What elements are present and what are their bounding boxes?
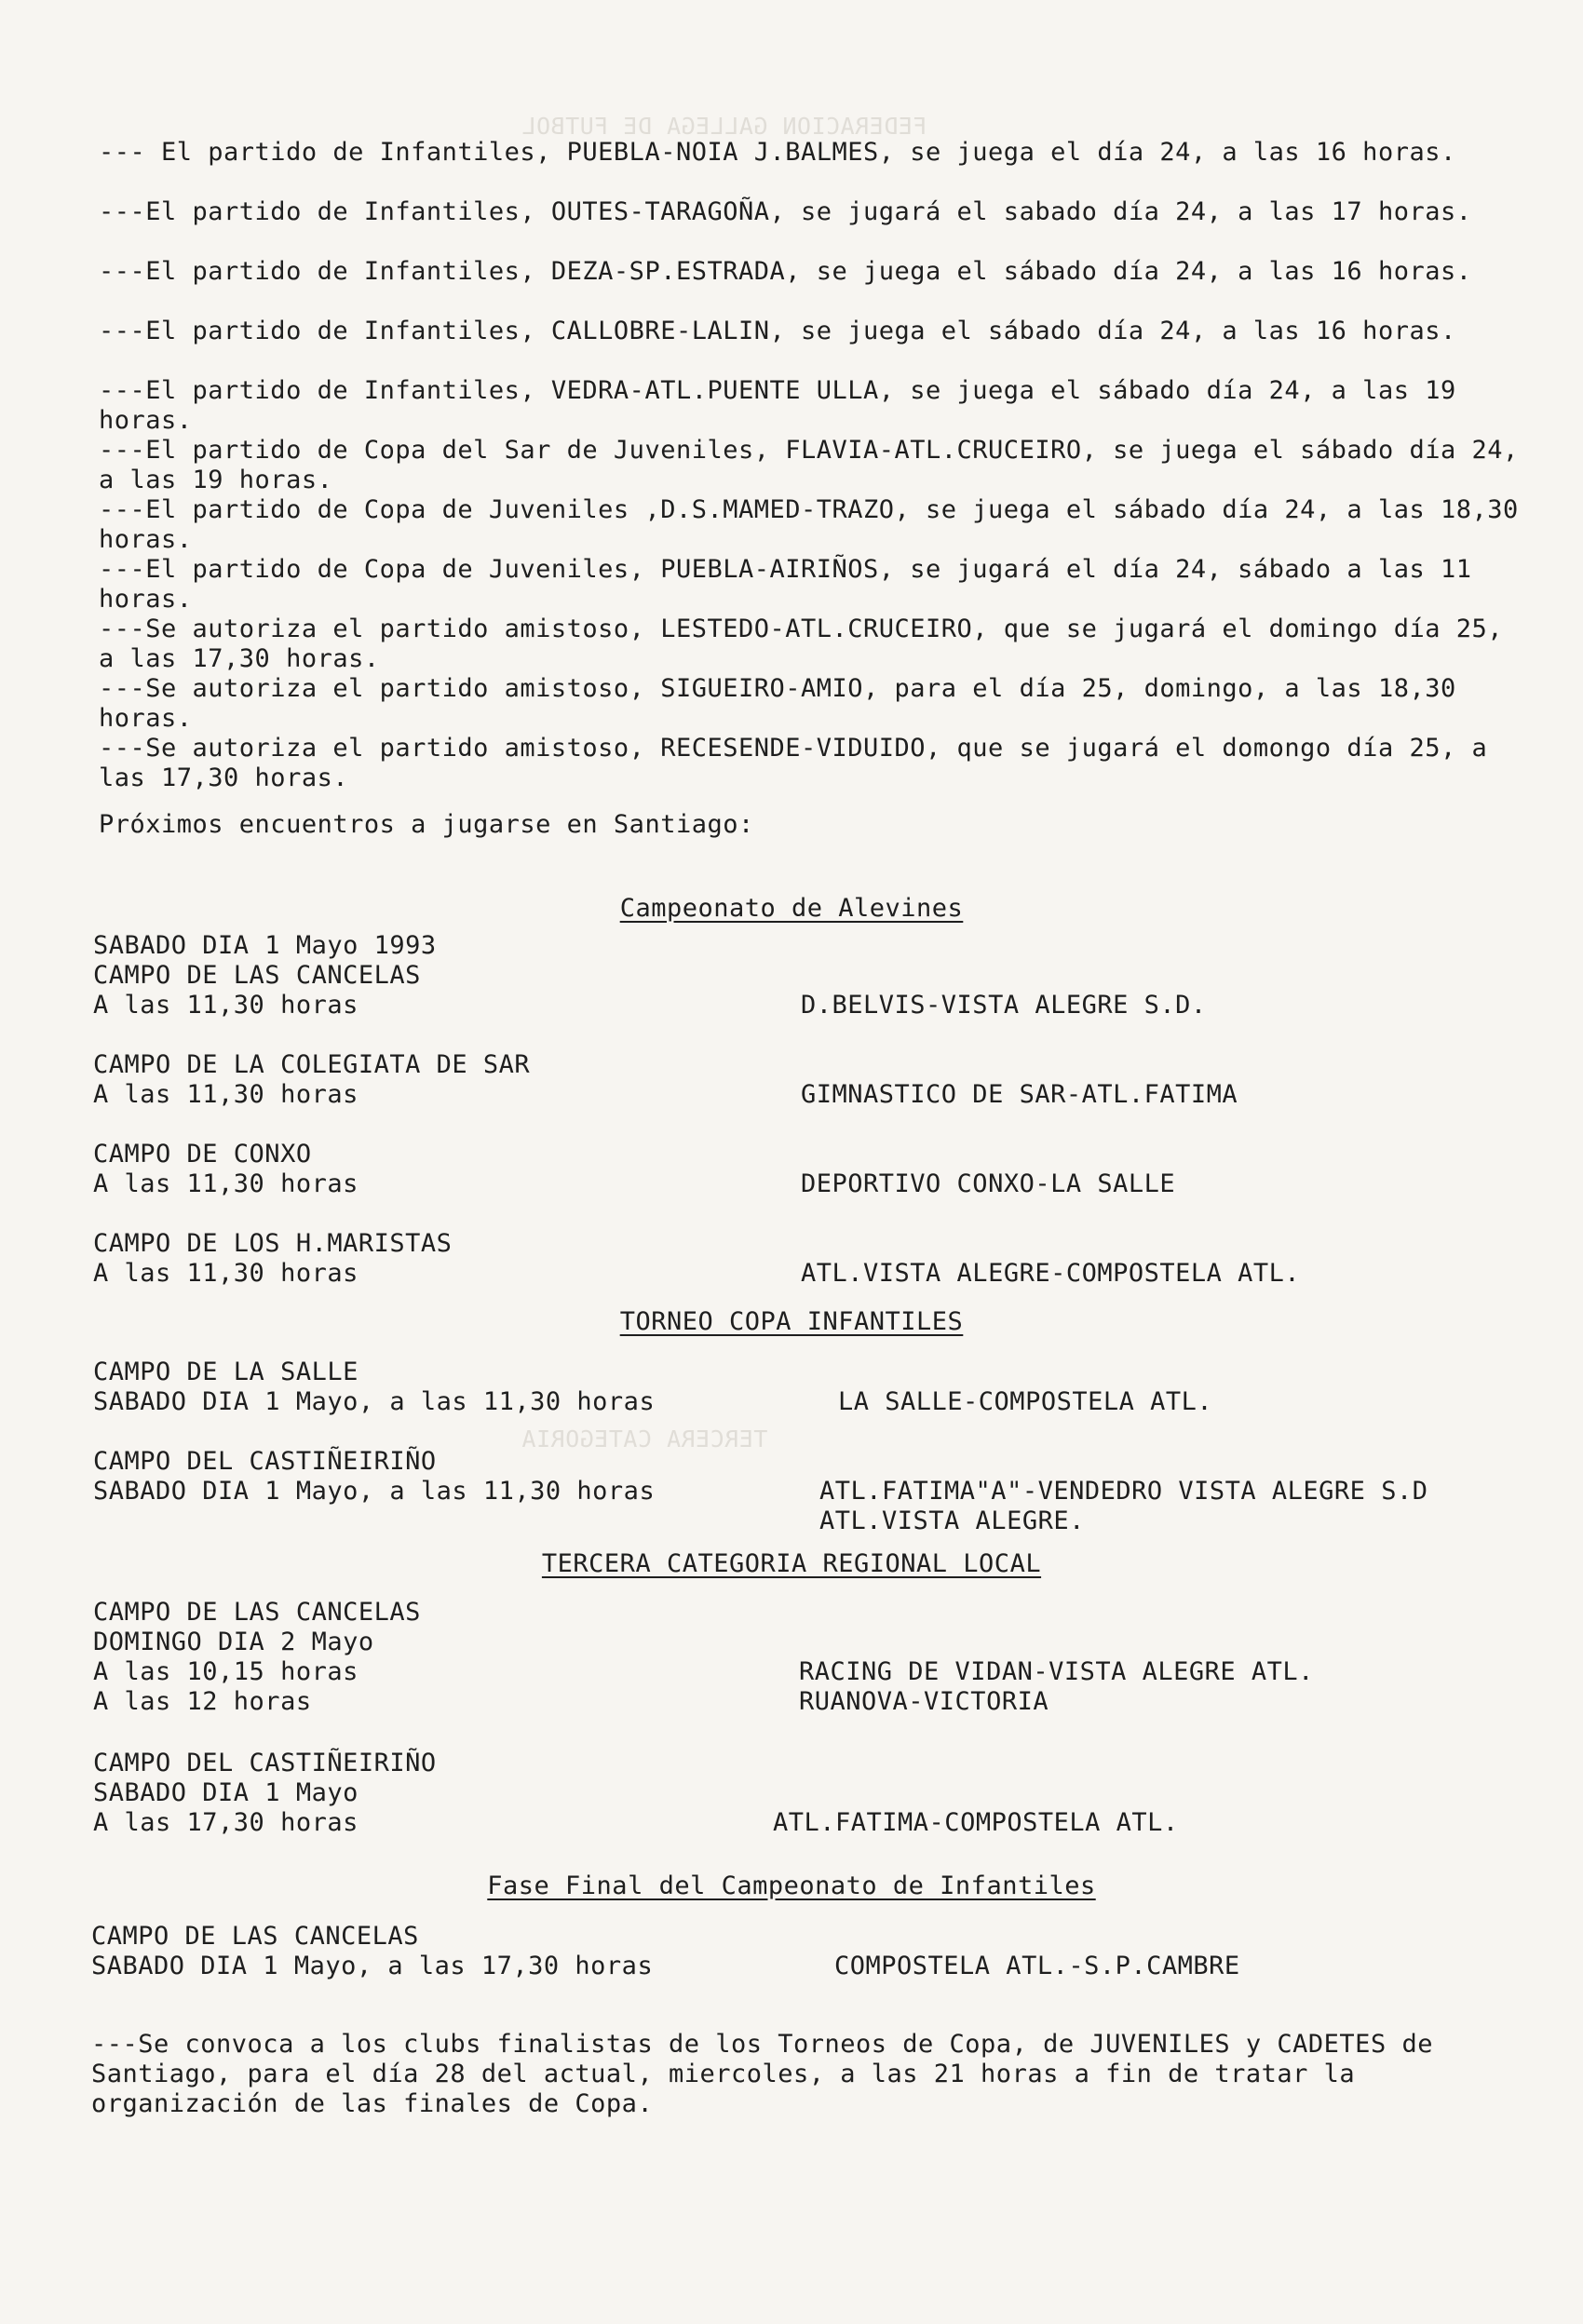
match-teams: RACING DE VIDAN-VISTA ALEGRE ATL. xyxy=(799,1657,1314,1686)
announcement: ---Se autoriza el partido amistoso, SIGUEIRO-AMIO, para el día 25, domingo, a las 18,30 horas. xyxy=(99,674,1472,733)
match-time: A las 11,30 horas xyxy=(93,1259,359,1288)
match-date: SABADO DIA 1 Mayo xyxy=(93,1778,359,1807)
match-time: A las 12 horas xyxy=(93,1687,312,1716)
announcement: ---Se autoriza el partido amistoso, RECESENDE-VIDUIDO, que se jugará el domongo día 25, a las 17,30 horas. xyxy=(99,734,1503,792)
match-teams: GIMNASTICO DE SAR-ATL.FATIMA xyxy=(801,1080,1238,1109)
match-teams: COMPOSTELA ATL.-S.P.CAMBRE xyxy=(834,1952,1240,1980)
field-name: CAMPO DEL CASTIÑEIRIÑO xyxy=(93,1447,437,1476)
show-through-text: FEDERACION GALLEGA DE FUTBOL xyxy=(521,113,927,140)
match-teams: D.BELVIS-VISTA ALEGRE S.D. xyxy=(801,991,1207,1020)
field-name: CAMPO DE LOS H.MARISTAS xyxy=(93,1229,453,1258)
match-time: A las 10,15 horas xyxy=(93,1657,359,1686)
upcoming-intro: Próximos encuentros a jugarse en Santiago: xyxy=(99,810,754,839)
field-name: CAMPO DE LAS CANCELAS xyxy=(93,1598,421,1627)
field-name: CAMPO DEL CASTIÑEIRIÑO xyxy=(93,1749,437,1777)
announcement: ---El partido de Infantiles, CALLOBRE-LALIN, se juega el sábado día 24, a las 16 horas. xyxy=(99,317,1456,345)
match-teams: DEPORTIVO CONXO-LA SALLE xyxy=(801,1169,1176,1198)
match-time: A las 11,30 horas xyxy=(93,1169,359,1198)
field-name: CAMPO DE LA SALLE xyxy=(93,1358,359,1386)
announcement: ---El partido de Infantiles, VEDRA-ATL.PUENTE ULLA, se juega el sábado día 24, a las 19 horas. xyxy=(99,376,1472,435)
announcement: ---Se autoriza el partido amistoso, LESTEDO-ATL.CRUCEIRO, que se jugará el domingo día 25, a las 17,30 horas. xyxy=(99,615,1519,673)
match-time: SABADO DIA 1 Mayo, a las 11,30 horas xyxy=(93,1477,656,1506)
match-time: SABADO DIA 1 Mayo, a las 11,30 horas xyxy=(93,1387,656,1416)
closing-notice: ---Se convoca a los clubs finalistas de los Torneos de Copa, de JUVENILES y CADETES de Santiago, para el día 28 del actual, miercoles, a las 21 horas a fin de tratar la organización de las finales de Copa. xyxy=(91,2030,1449,2118)
announcement: ---El partido de Infantiles, OUTES-TARAGOÑA, se jugará el sabado día 24, a las 17 horas. xyxy=(99,197,1472,226)
match-time: SABADO DIA 1 Mayo, a las 17,30 horas xyxy=(91,1952,654,1980)
match-teams: ATL.FATIMA-COMPOSTELA ATL. xyxy=(773,1808,1179,1837)
section-title-fase-final: Fase Final del Campeonato de Infantiles xyxy=(487,1871,1096,1900)
match-teams: LA SALLE-COMPOSTELA ATL. xyxy=(838,1387,1213,1416)
match-time: A las 11,30 horas xyxy=(93,991,359,1020)
match-teams: ATL.FATIMA"A"-VENDEDRO VISTA ALEGRE S.D xyxy=(819,1477,1428,1506)
show-through-text: TERCERA CATEGORIA xyxy=(521,1425,768,1452)
announcement: ---El partido de Copa de Juveniles ,D.S.MAMED-TRAZO, se juega el sábado día 24, a las 18,30 horas. xyxy=(99,495,1535,554)
announcement: ---El partido de Infantiles, DEZA-SP.ESTRADA, se juega el sábado día 24, a las 16 horas. xyxy=(99,257,1472,286)
match-teams-extra: ATL.VISTA ALEGRE. xyxy=(819,1507,1085,1535)
section-title-alevines: Campeonato de Alevines xyxy=(619,894,964,923)
field-name: CAMPO DE LAS CANCELAS xyxy=(93,961,421,990)
announcement: --- El partido de Infantiles, PUEBLA-NOIA J.BALMES, se juega el día 24, a las 16 horas. xyxy=(99,138,1456,167)
alevines-date: SABADO DIA 1 Mayo 1993 xyxy=(93,931,437,960)
match-teams: RUANOVA-VICTORIA xyxy=(799,1687,1049,1716)
match-time: A las 11,30 horas xyxy=(93,1080,359,1109)
field-name: CAMPO DE LAS CANCELAS xyxy=(91,1922,419,1951)
field-name: CAMPO DE LA COLEGIATA DE SAR xyxy=(93,1050,531,1079)
field-name: CAMPO DE CONXO xyxy=(93,1140,312,1169)
section-title-copa-infantiles: TORNEO COPA INFANTILES xyxy=(619,1307,964,1336)
match-teams: ATL.VISTA ALEGRE-COMPOSTELA ATL. xyxy=(801,1259,1301,1288)
announcement: ---El partido de Copa de Juveniles, PUEBLA-AIRIÑOS, se jugará el día 24, sábado a las 11 horas. xyxy=(99,555,1488,614)
match-time: A las 17,30 horas xyxy=(93,1808,359,1837)
match-date: DOMINGO DIA 2 Mayo xyxy=(93,1628,374,1656)
announcement: ---El partido de Copa del Sar de Juveniles, FLAVIA-ATL.CRUCEIRO, se juega el sábado día 24, a las 19 horas. xyxy=(99,436,1535,494)
section-title-tercera: TERCERA CATEGORIA REGIONAL LOCAL xyxy=(541,1549,1042,1578)
